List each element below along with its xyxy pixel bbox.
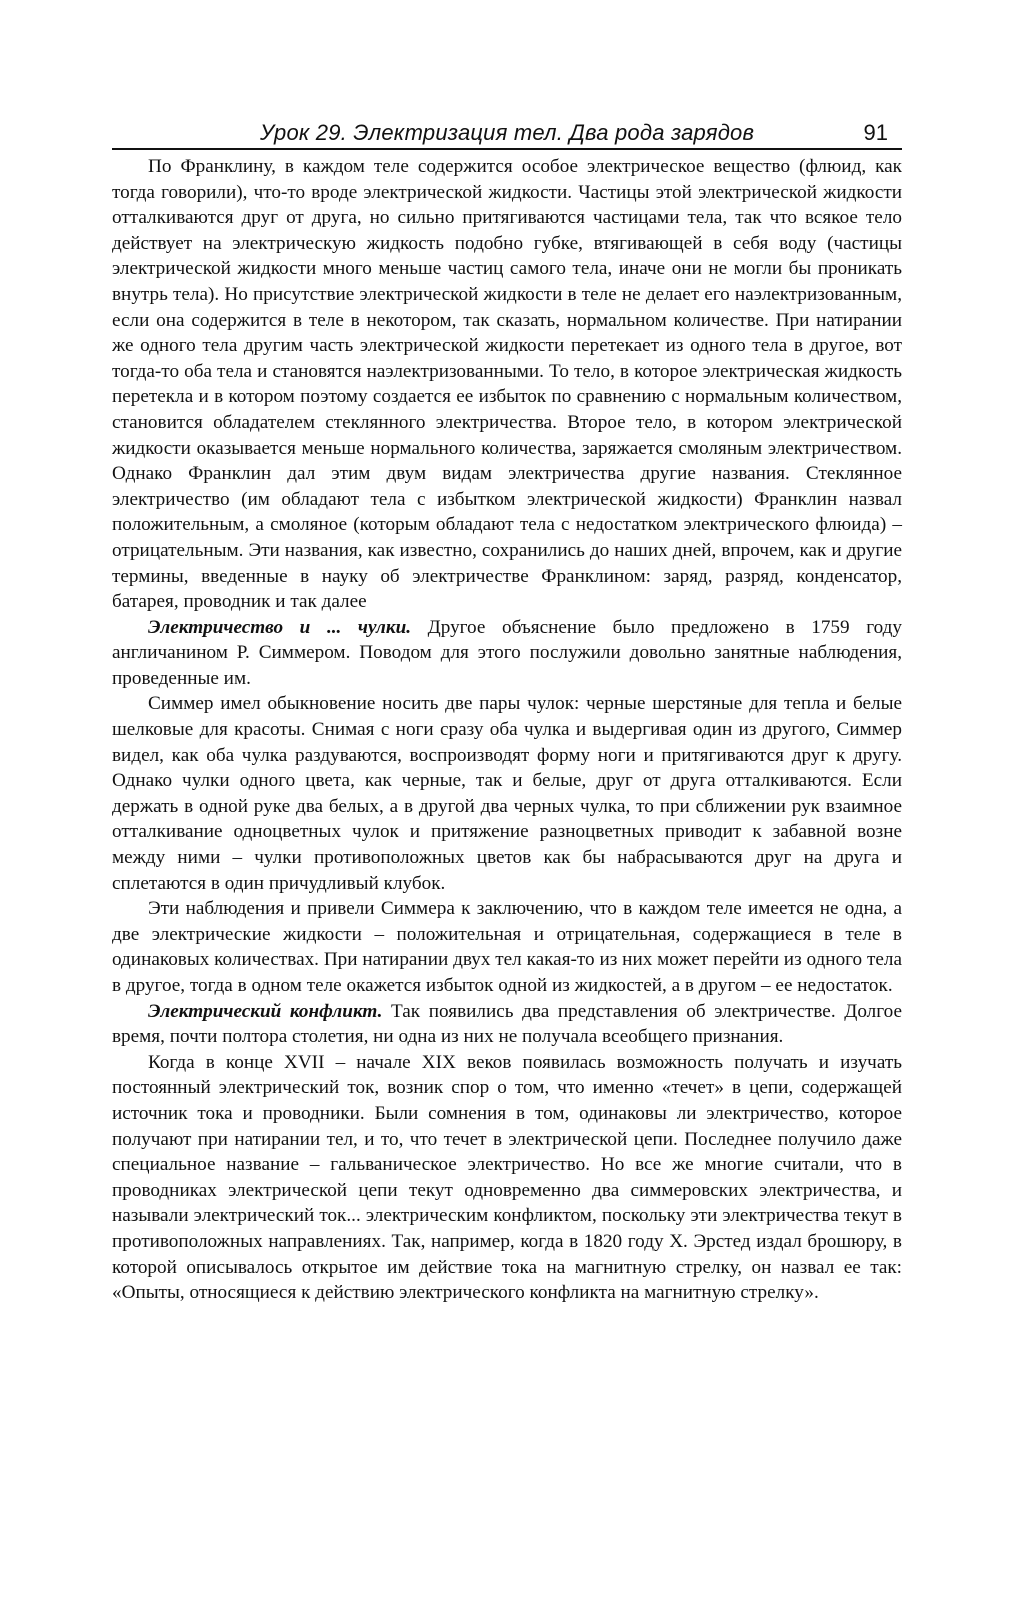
paragraph-text: Эти наблюдения и привели Симмера к заключению, что в каждом теле имеется не одна, а две электрические жидкости – положительная и отрицательная, содержащиеся в теле в одинаковых количествах. При натирании двух тел какая-то из них может перейти из одного тела в другое, тогда в одном теле окажется избыток одной из жидкостей, а в другом – ее недостаток.	[112, 898, 902, 996]
run-in-heading: Электрический конфликт.	[148, 1000, 383, 1022]
paragraph	[112, 154, 902, 615]
running-head: Урок 29. Электризация тел. Два рода зарядов	[260, 120, 755, 145]
paragraph	[112, 615, 902, 692]
page-header	[112, 118, 902, 150]
paragraph-text: Симмер имел обыкновение носить две пары чулок: черные шерстяные для тепла и белые шелковые для красоты. Снимая с ноги сразу оба чулка и выдергивая один из другого, Симмер видел, как оба чулка раздуваются, воспроизводят форму ноги и притягиваются друг к другу. Однако чулки одного цвета, как черные, так и белые, друг от друга отталкиваются. Если держать в одной руке два белых, а в другой два черных чулка, то при сближении рук взаимное отталкивание одноцветных чулок и притяжение разноцветных приводит к забавной возне между ними – чулки противоположных цветов как бы набрасываются друг на друга и сплетаются в один причудливый клубок.	[112, 693, 902, 894]
paragraph	[112, 691, 902, 896]
paragraph	[112, 999, 902, 1050]
paragraph-text: По Франклину, в каждом теле содержится особое электрическое вещество (флюид, как тогда говорили), что-то вроде электрической жидкости. Частицы этой электрической жидкости отталкиваются друг от друга, но сильно притягиваются частицами тела, так что всякое тело действует на электрическую жидкость подобно губке, втягивающей в себя воду (частицы электрической жидкости много меньше частиц самого тела, иначе они не могли бы проникать внутрь тела). Но присутствие электрической жидкости в теле не делает его наэлектризованным, если она содержится в теле в некотором, так сказать, нормальном количестве. При натирании же одного тела другим часть электрической жидкости перетекает из одного тела в другое, вот тогда-то оба тела и становятся наэлектризованными. То тело, в которое электрическая жидкость перетекла и в котором поэтому создается ее избыток по сравнению с нормальным количеством, становится обладателем стеклянного электричества. Второе тело, в котором электрической жидкости оказывается меньше нормального количества, заряжается смоляным электричеством. Однако Франклин дал этим двум видам электричества другие названия. Стеклянное электричество (им обладают тела с избытком электрической жидкости) Франклин назвал положительным, а смоляное (которым обладают тела с недостатком электрического флюида) – отрицательным. Эти названия, как известно, сохранились до наших дней, впрочем, как и другие термины, введенные в науку об электричестве Франклином: заряд, разряд, конденсатор, батарея, проводник и так далее	[112, 156, 902, 613]
paragraph-text: Так появились два представления об электричестве. Долгое время, почти полтора столетия, ни одна из них не получала всеобщего признания.	[112, 1000, 902, 1048]
page-number: 91	[863, 120, 888, 145]
body-text	[112, 154, 902, 1306]
paragraph-text: Когда в конце XVII – начале XIX веков появилась возможность получать и изучать постоянный электрический ток, возник спор о том, что именно «течет» в цепи, содержащей источник тока и проводники. Были сомнения в том, одинаковы ли электричество, которое получают при натирании тел, и то, что течет в электрической цепи. Последнее получило даже специальное название – гальваническое электричество. Но все же многие считали, что в проводниках электрической цепи текут одновременно два симмеровских электричества, и называли электрический ток... электрическим конфликтом, поскольку эти электричества текут в противоположных направлениях. Так, например, когда в 1820 году Х. Эрстед издал брошюру, в которой описывалось открытое им действие тока на магнитную стрелку, он назвал ее так: «Опыты, относящиеся к действию электрического конфликта на магнитную стрелку».	[112, 1051, 902, 1304]
paragraph	[112, 1050, 902, 1306]
book-page	[112, 118, 902, 1306]
paragraph	[112, 896, 902, 998]
run-in-heading: Электричество и ... чулки.	[148, 616, 412, 638]
paragraph-text: Другое объяснение было предложено в 1759 году англичанином Р. Симмером. Поводом для этого послужили довольно занятные наблюдения, проведенные им.	[112, 616, 902, 689]
